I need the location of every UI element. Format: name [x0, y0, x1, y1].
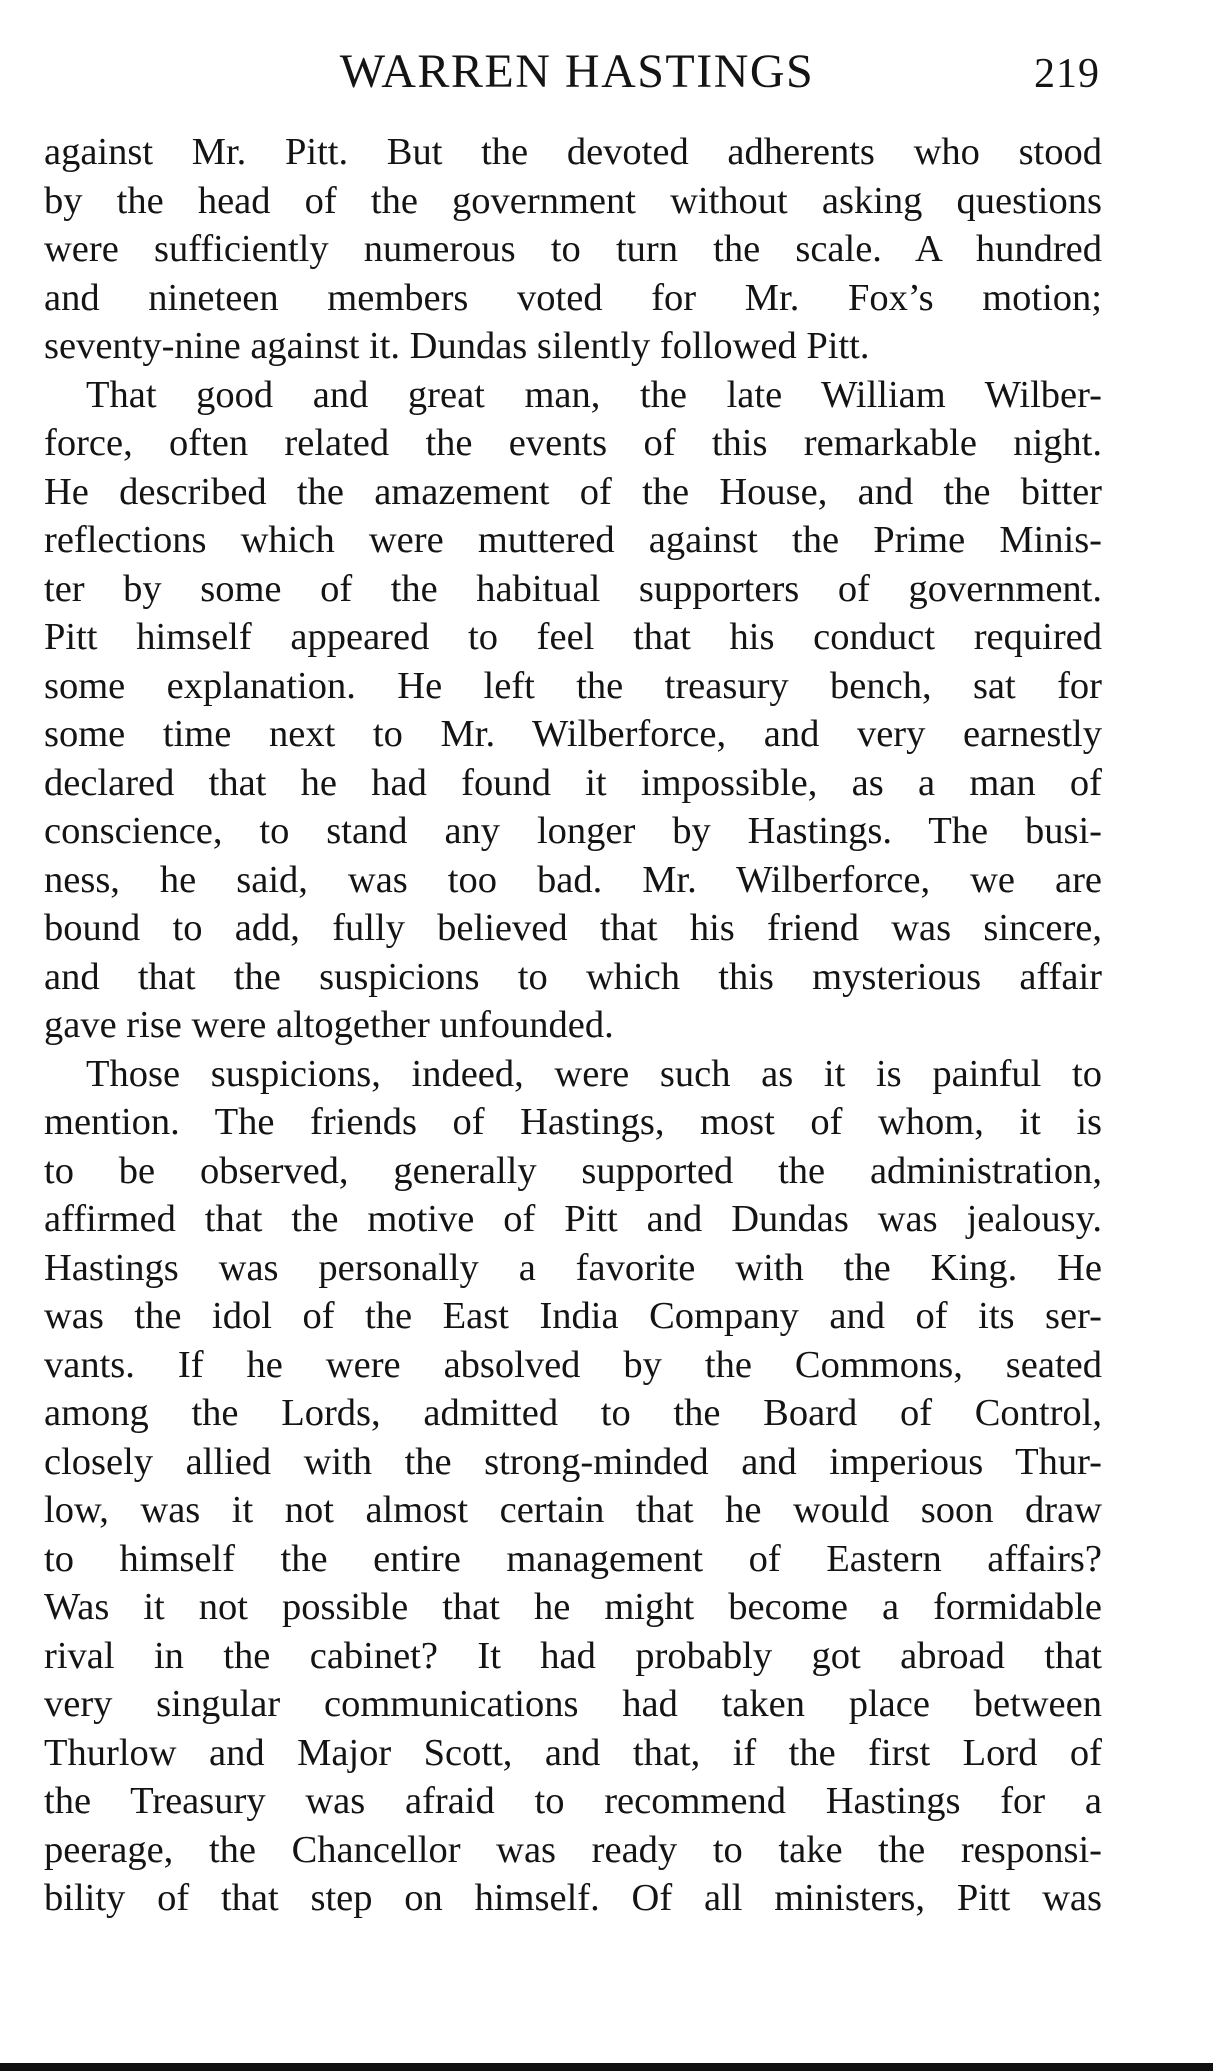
text-line: vants. If he were absolved by the Commons, seated [44, 1343, 1102, 1386]
text-line: bound to add, fully believed that his friend was sincere, [44, 907, 1102, 949]
text-line: gave rise were altogether unfounded. [44, 1004, 614, 1046]
paragraph [44, 371, 1102, 1050]
text-line: He described the amazement of the House, and the bitter [44, 470, 1102, 513]
text-line: among the Lords, admitted to the Board of Control, [44, 1392, 1102, 1434]
text-line: seventy-nine against it. Dundas silently followed Pitt. [44, 325, 870, 367]
text-line: ter by some of the habitual supporters of government. [44, 567, 1102, 610]
paragraph [44, 1050, 1102, 1923]
text-line: declared that he had found it impossible, as a man of [44, 761, 1102, 804]
text-line: was the idol of the East India Company and of its ser- [44, 1295, 1102, 1337]
text-line: Those suspicions, indeed, were such as it is painful to [86, 1052, 1102, 1095]
text-line: Hastings was personally a favorite with the King. He [44, 1246, 1102, 1289]
text-line: and that the suspicions to which this mysterious affair [44, 955, 1102, 998]
text-line: force, often related the events of this remarkable night. [44, 422, 1102, 464]
text-line: Thurlow and Major Scott, and that, if the first Lord of [44, 1731, 1102, 1774]
text-line: bility of that step on himself. Of all ministers, Pitt was [44, 1877, 1102, 1919]
text-line: affirmed that the motive of Pitt and Dundas was jealousy. [44, 1198, 1102, 1240]
text-line: and nineteen members voted for Mr. Fox’s motion; [44, 276, 1102, 319]
running-title: WARREN HASTINGS [339, 45, 815, 98]
text-line: closely allied with the strong-minded and imperious Thur- [44, 1440, 1102, 1483]
text-line: peerage, the Chancellor was ready to take the responsi- [44, 1828, 1102, 1871]
body-text [44, 128, 1102, 1923]
text-line: Was it not possible that he might become a formidable [44, 1586, 1102, 1628]
text-line: some explanation. He left the treasury bench, sat for [44, 664, 1102, 707]
paragraph [44, 128, 1102, 371]
running-header [44, 42, 1110, 102]
text-line: reflections which were muttered against the Prime Minis- [44, 519, 1102, 561]
text-line: Pitt himself appeared to feel that his conduct required [44, 616, 1102, 658]
text-line: ness, he said, was too bad. Mr. Wilberforce, we are [44, 858, 1102, 901]
text-line: conscience, to stand any longer by Hastings. The busi- [44, 810, 1102, 852]
text-line: to be observed, generally supported the administration, [44, 1149, 1102, 1192]
text-line: against Mr. Pitt. But the devoted adherents who stood [44, 131, 1102, 173]
text-line: low, was it not almost certain that he would soon draw [44, 1489, 1102, 1531]
text-line: were sufficiently numerous to turn the scale. A hundred [44, 228, 1102, 270]
text-line: by the head of the government without asking questions [44, 179, 1102, 222]
text-line: mention. The friends of Hastings, most of whom, it is [44, 1101, 1102, 1143]
text-line: to himself the entire management of Eastern affairs? [44, 1537, 1102, 1580]
text-line: very singular communications had taken place between [44, 1683, 1102, 1725]
page-number: 219 [1034, 51, 1100, 97]
text-line: the Treasury was afraid to recommend Hastings for a [44, 1780, 1102, 1822]
text-line: rival in the cabinet? It had probably got abroad that [44, 1634, 1102, 1677]
text-line: some time next to Mr. Wilberforce, and very earnestly [44, 713, 1102, 755]
text-line: That good and great man, the late William Wilber- [86, 373, 1102, 416]
bottom-rule [0, 2063, 1213, 2071]
